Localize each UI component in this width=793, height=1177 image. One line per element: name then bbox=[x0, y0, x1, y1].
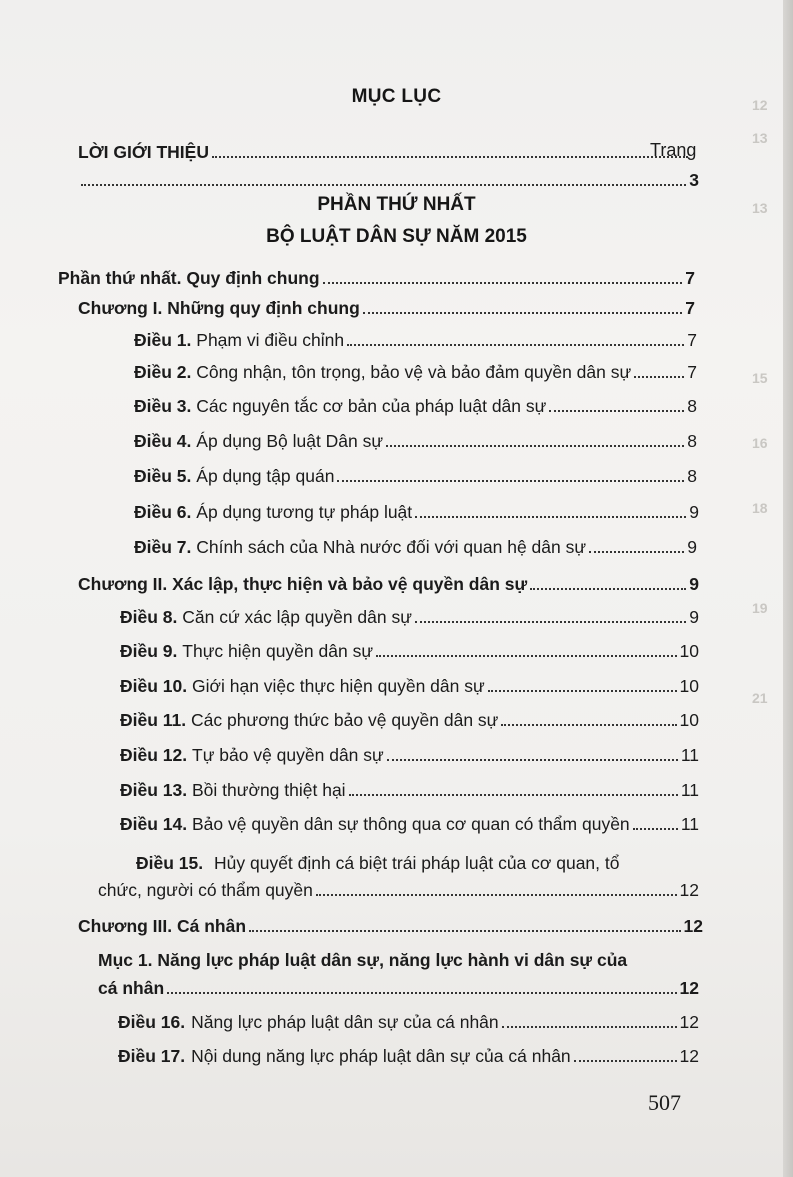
leader-dots bbox=[549, 410, 684, 412]
toc-entry-article bbox=[120, 814, 699, 835]
article-label: Điều 10. bbox=[120, 676, 188, 696]
article-label: Điều 3. bbox=[134, 396, 192, 416]
article-title: Nội dung năng lực pháp luật dân sự của cá nhân bbox=[191, 1046, 571, 1066]
toc-entry-title: Công nhận, tôn trọng, bảo vệ và bảo đảm quyền dân sự bbox=[196, 362, 632, 382]
article-label: Điều 17. bbox=[118, 1046, 186, 1066]
toc-page-number: 11 bbox=[680, 745, 699, 765]
toc-entry-chapter-3 bbox=[78, 916, 703, 937]
leader-dots bbox=[574, 1060, 677, 1062]
article-label: Điều 12. bbox=[120, 745, 188, 765]
toc-page-number: 9 bbox=[689, 574, 699, 594]
article-label: Điều 7. bbox=[134, 537, 192, 557]
toc-entry-article bbox=[134, 502, 699, 523]
toc-page-number: 7 bbox=[685, 268, 695, 288]
toc-entry-section-1 bbox=[98, 978, 699, 999]
toc-page-number: 12 bbox=[683, 916, 703, 936]
law-heading: BỘ LUẬT DÂN SỰ NĂM 2015 bbox=[266, 226, 527, 247]
toc-entry-title: Thực hiện quyền dân sự bbox=[182, 641, 374, 661]
leader-dots bbox=[415, 621, 686, 623]
toc-page-number: 11 bbox=[680, 780, 699, 800]
toc-entry-article bbox=[120, 780, 699, 801]
article-label: Điều 15. bbox=[136, 853, 204, 873]
chapter-title: Chương III. Cá nhân bbox=[78, 916, 247, 936]
show-through-text: 16 bbox=[752, 435, 768, 451]
leader-dots bbox=[349, 794, 678, 796]
toc-page-number: 7 bbox=[687, 362, 697, 382]
toc-entry-title: Áp dụng Bộ luật Dân sự bbox=[196, 431, 384, 451]
show-through-text: 12 bbox=[752, 97, 768, 113]
show-through-text: 21 bbox=[752, 690, 768, 706]
toc-entry-article-15 bbox=[98, 880, 699, 901]
toc-entry-title: Chương I. Những quy định chung bbox=[78, 298, 360, 318]
toc-page-number: 10 bbox=[679, 676, 699, 696]
toc-page-number: 12 bbox=[679, 880, 699, 900]
toc-entry-title: Phần thứ nhất. Quy định chung bbox=[58, 268, 320, 288]
leader-dots bbox=[415, 516, 686, 518]
leader-dots bbox=[387, 759, 678, 761]
page-edge bbox=[783, 0, 793, 1177]
toc-entry-title: Phạm vi điều chỉnh bbox=[196, 330, 345, 350]
toc-entry-article bbox=[134, 396, 697, 417]
toc-page-number: 7 bbox=[687, 330, 697, 350]
article-title: Năng lực pháp luật dân sự của cá nhân bbox=[191, 1012, 499, 1032]
toc-entry-article bbox=[120, 710, 699, 731]
toc-entry-title: Tự bảo vệ quyền dân sự bbox=[192, 745, 384, 765]
leader-dots bbox=[634, 376, 684, 378]
leader-dots bbox=[363, 312, 682, 314]
toc-entry-article bbox=[134, 537, 697, 558]
toc-entry-article bbox=[120, 745, 699, 766]
toc-page-number: 11 bbox=[680, 814, 699, 834]
article-label: Điều 5. bbox=[134, 466, 192, 486]
toc-entry-title: Chương II. Xác lập, thực hiện và bảo vệ quyền dân sự bbox=[78, 574, 528, 594]
article-label: Điều 8. bbox=[120, 607, 178, 627]
toc-entry-article bbox=[134, 362, 697, 383]
article-title: Hủy quyết định cá biệt trái pháp luật của cơ quan, tổ bbox=[214, 853, 620, 873]
article-label: Điều 4. bbox=[134, 431, 192, 451]
article-label: Điều 11. bbox=[120, 710, 187, 730]
leader-dots bbox=[633, 828, 678, 830]
toc-entry-title: Áp dụng tập quán bbox=[196, 466, 335, 486]
show-through-text: 19 bbox=[752, 600, 768, 616]
toc-page-number: 10 bbox=[679, 641, 699, 661]
leader-dots bbox=[337, 480, 684, 482]
page-column-label: Trang bbox=[650, 140, 697, 160]
toc-page-number: 10 bbox=[679, 710, 699, 730]
leader-dots bbox=[386, 445, 684, 447]
show-through-text: 15 bbox=[752, 370, 768, 386]
leader-dots bbox=[376, 655, 677, 657]
toc-page-number: 12 bbox=[679, 978, 699, 998]
toc-page-number: 8 bbox=[687, 431, 697, 451]
toc-entry-heading bbox=[58, 268, 695, 289]
toc-page-number: 9 bbox=[689, 502, 699, 522]
leader-dots bbox=[323, 282, 683, 284]
toc-entry-title: Các nguyên tắc cơ bản của pháp luật dân sự bbox=[196, 396, 547, 416]
toc-entry-article bbox=[134, 466, 697, 487]
toc-entry-intro-head bbox=[78, 142, 691, 163]
show-through-text: 13 bbox=[752, 130, 768, 146]
article-label: Điều 13. bbox=[120, 780, 188, 800]
toc-entry-title: Áp dụng tương tự pháp luật bbox=[196, 502, 413, 522]
toc-entry-title: Giới hạn việc thực hiện quyền dân sự bbox=[192, 676, 485, 696]
leader-dots bbox=[316, 894, 677, 896]
toc-page-number: 3 bbox=[689, 170, 699, 190]
toc-page-number: 12 bbox=[679, 1046, 699, 1066]
toc-page-number: 9 bbox=[687, 537, 697, 557]
show-through-text: 18 bbox=[752, 500, 768, 516]
page-title: MỤC LỤC bbox=[351, 86, 442, 107]
toc-page-number: 8 bbox=[687, 396, 697, 416]
leader-dots bbox=[488, 690, 677, 692]
article-title: chức, người có thẩm quyền bbox=[98, 880, 313, 900]
leader-dots bbox=[502, 1026, 677, 1028]
article-label: Điều 9. bbox=[120, 641, 178, 661]
toc-entry-article bbox=[120, 641, 699, 662]
leader-dots bbox=[249, 930, 681, 932]
toc-entry-article bbox=[120, 607, 699, 628]
toc-entry-article-17 bbox=[118, 1046, 699, 1067]
article-label: Điều 2. bbox=[134, 362, 192, 382]
leader-dots bbox=[81, 184, 686, 186]
article-label: Điều 16. bbox=[118, 1012, 186, 1032]
article-label: Điều 14. bbox=[120, 814, 188, 834]
toc-entry-heading bbox=[78, 574, 699, 595]
toc-entry-title: Căn cứ xác lập quyền dân sự bbox=[182, 607, 412, 627]
section-title: cá nhân bbox=[98, 978, 165, 998]
leader-dots bbox=[530, 588, 686, 590]
leader-dots bbox=[501, 724, 676, 726]
toc-entry-article bbox=[134, 330, 697, 351]
toc-page-number: 7 bbox=[685, 298, 695, 318]
toc-entry-article-16 bbox=[118, 1012, 699, 1033]
toc-entry-title: Bồi thường thiệt hại bbox=[192, 780, 346, 800]
leader-dots bbox=[347, 344, 684, 346]
toc-entry-title: Bảo vệ quyền dân sự thông qua cơ quan có thẩm quyền bbox=[192, 814, 630, 834]
toc-entry-title: Các phương thức bảo vệ quyền dân sự bbox=[191, 710, 499, 730]
toc-entry-article bbox=[134, 431, 697, 452]
leader-dots bbox=[212, 156, 688, 158]
toc-entry-article-15-line1 bbox=[136, 853, 619, 874]
toc-entry-article bbox=[120, 676, 699, 697]
page-number: 507 bbox=[648, 1090, 681, 1115]
show-through-text: 13 bbox=[752, 200, 768, 216]
article-label: Điều 1. bbox=[134, 330, 192, 350]
leader-dots bbox=[589, 551, 684, 553]
toc-entry-label: LỜI GIỚI THIỆU bbox=[78, 142, 209, 162]
article-label: Điều 6. bbox=[134, 502, 192, 522]
toc-page-number: 12 bbox=[679, 1012, 699, 1032]
toc-entry-title: Chính sách của Nhà nước đối với quan hệ dân sự bbox=[196, 537, 587, 557]
toc-entry-section-1-line1: Mục 1. Năng lực pháp luật dân sự, năng lực hành vi dân sự của bbox=[98, 950, 628, 970]
toc-page-number: 9 bbox=[689, 607, 699, 627]
toc-entry-intro bbox=[78, 170, 699, 191]
toc-page-number: 8 bbox=[687, 466, 697, 486]
leader-dots bbox=[167, 992, 676, 994]
toc-entry-heading bbox=[78, 298, 695, 319]
part-heading: PHẦN THỨ NHẤT bbox=[317, 194, 476, 215]
